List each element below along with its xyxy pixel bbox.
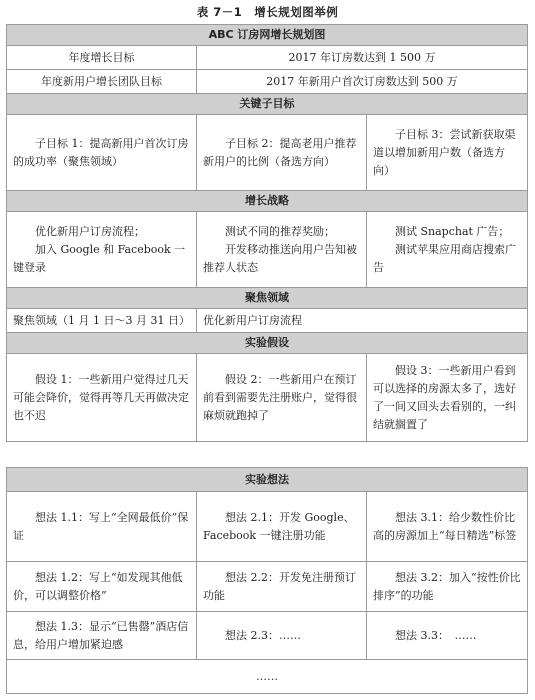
idea-1-2: 想法 1.2：写上“如发现其他低价，可以调整价格”: [7, 562, 197, 612]
annual-goal-label: 年度增长目标: [7, 46, 197, 70]
idea-1-3: 想法 1.3：显示“已售罄”酒店信息，给用户增加紧迫感: [7, 612, 197, 660]
subgoal-3: 子目标 3：尝试新获取渠道以增加新用户数（备选方向）: [367, 115, 528, 191]
team-goal-label: 年度新用户增长团队目标: [7, 70, 197, 94]
idea-2-2: 想法 2.2：开发免注册预订功能: [197, 562, 367, 612]
idea-1-1: 想法 1.1：写上“全网最低价”保证: [7, 492, 197, 562]
strategy-header: 增长战略: [7, 191, 528, 212]
strategy-1-line-1: 优化新用户订房流程；: [35, 224, 145, 238]
experiment-ideas-table: [6, 467, 528, 694]
strategy-2-line-1: 测试不同的推荐奖励；: [225, 224, 335, 238]
annual-goal-value: 2017 年订房数达到 1 500 万: [197, 46, 528, 70]
table-caption: 表 7－1 增长规划图举例: [196, 5, 339, 19]
idea-2-1: 想法 2.1：开发 Google、Facebook 一键注册功能: [197, 492, 367, 562]
focus-header: 聚焦领域: [7, 288, 528, 309]
strategy-col-1: [7, 212, 197, 288]
focus-value: 优化新用户订房流程: [197, 309, 528, 333]
ideas-header: 实验想法: [7, 468, 528, 492]
strategy-3-line-1: 测试 Snapchat 广告；: [395, 224, 510, 238]
hypothesis-1: 假设 1：一些新用户觉得过几天可能会降价，觉得再等几天再做决定也不迟: [7, 354, 197, 442]
strategy-3-line-2: 测试苹果应用商店搜索广告: [373, 242, 516, 274]
strategy-2-line-2: 开发移动推送向用户告知被推荐人状态: [203, 242, 357, 274]
idea-3-1: 想法 3.1：给少数性价比高的房源加上“每日精选”标签: [367, 492, 528, 562]
focus-label: 聚焦领域（1 月 1 日～3 月 31 日）: [7, 309, 197, 333]
strategy-1-line-2: 加入 Google 和 Facebook 一键登录: [13, 242, 186, 274]
growth-plan-table: [6, 24, 528, 442]
plan-title: ABC 订房网增长规划图: [7, 25, 528, 46]
hypothesis-3: 假设 3：一些新用户看到可以选择的房源太多了，选好了一间又回头去看别的，一纠结就搁置了: [367, 354, 528, 442]
hypotheses-header: 实验假设: [7, 333, 528, 354]
strategy-col-2: [197, 212, 367, 288]
idea-2-3: 想法 2.3：……: [197, 612, 367, 660]
strategy-col-3: [367, 212, 528, 288]
subgoal-1: 子目标 1：提高新用户首次订房的成功率（聚焦领域）: [7, 115, 197, 191]
idea-3-2: 想法 3.2：加入“按性价比排序”的功能: [367, 562, 528, 612]
team-goal-value: 2017 年新用户首次订房数达到 500 万: [197, 70, 528, 94]
subgoals-header: 关键子目标: [7, 94, 528, 115]
idea-3-3: 想法 3.3： ……: [367, 612, 528, 660]
ideas-footer-ellipsis: ……: [7, 660, 528, 694]
hypothesis-2: 假设 2：一些新用户在预订前看到需要先注册账户，觉得很麻烦就跑掉了: [197, 354, 367, 442]
subgoal-2: 子目标 2：提高老用户推荐新用户的比例（备选方向）: [197, 115, 367, 191]
